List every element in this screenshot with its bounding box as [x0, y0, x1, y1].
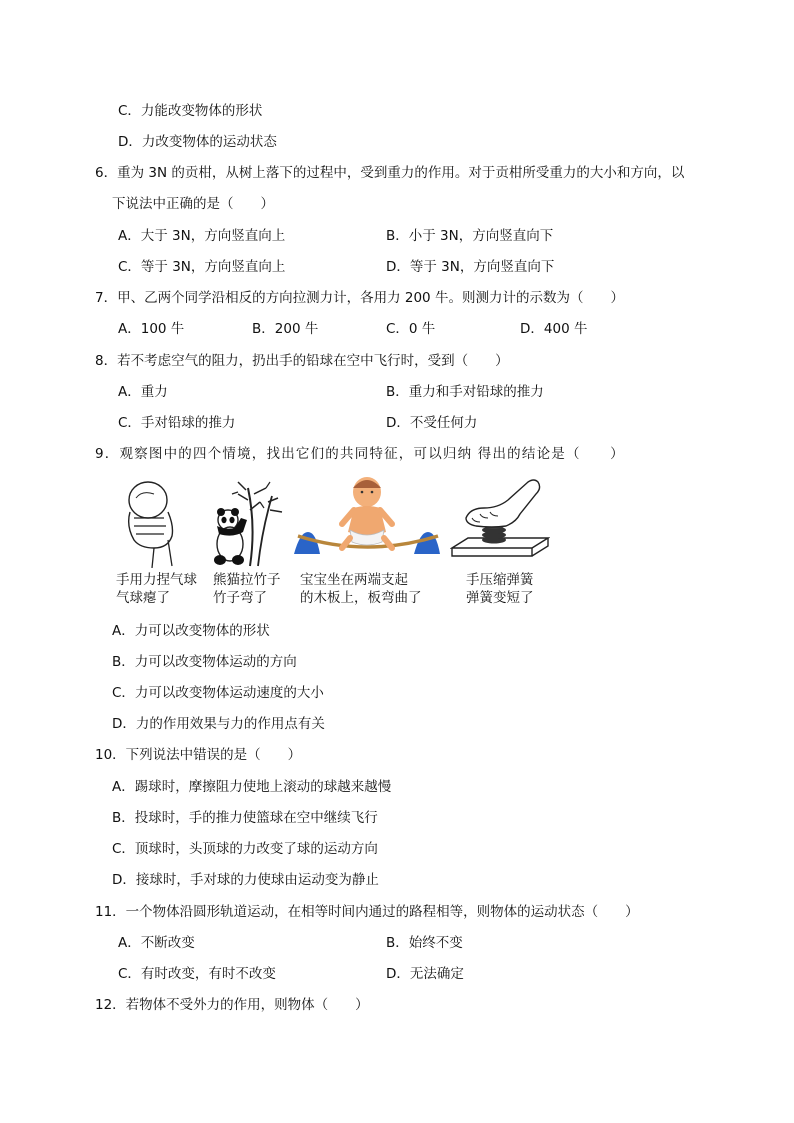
q12-stem: 12．若物体不受外力的作用，则物体（ ）: [95, 997, 369, 1013]
q9-option-b: B．力可以改变物体运动的方向: [112, 654, 297, 670]
option-d: D．力改变物体的运动状态: [118, 134, 277, 150]
q9-option-d: D．力的作用效果与力的作用点有关: [112, 716, 325, 732]
q10-stem: 10．下列说法中错误的是（ ）: [95, 747, 302, 763]
q8-option-b: B．重力和手对铅球的推力: [386, 384, 544, 400]
q7-option-d: D．400 牛: [520, 321, 588, 337]
q11-option-a: A．不断改变: [118, 935, 195, 951]
caption-2-line2: 竹子弯了: [213, 590, 267, 606]
q10-option-d: D．接球时，手对球的力使球由运动变为静止: [112, 872, 379, 888]
q6-option-c: C．等于 3N，方向竖直向上: [118, 259, 286, 275]
q6-option-d: D．等于 3N，方向竖直向下: [386, 259, 555, 275]
q11-option-b: B．始终不变: [386, 935, 463, 951]
q7-option-a: A．100 牛: [118, 321, 185, 337]
q8-option-c: C．手对铅球的推力: [118, 415, 236, 431]
hand-spring-illustration: [450, 478, 550, 566]
q11-option-d: D．无法确定: [386, 966, 464, 982]
caption-3-line2: 的木板上，板弯曲了: [300, 590, 422, 606]
q8-option-a: A．重力: [118, 384, 168, 400]
panda-bamboo-illustration: [210, 480, 286, 568]
q10-option-a: A．踢球时，摩擦阻力使地上滚动的球越来越慢: [112, 779, 392, 795]
q8-option-d: D．不受任何力: [386, 415, 478, 431]
balloon-squeeze-illustration: [116, 478, 178, 568]
q9-option-a: A．力可以改变物体的形状: [112, 623, 270, 639]
q9-stem: 9．观察图中的四个情境，找出它们的共同特征，可以归纳 得出的结论是（ ）: [95, 446, 625, 462]
q9-option-c: C．力可以改变物体运动速度的大小: [112, 685, 324, 701]
q6-stem-line2: 下说法中正确的是（ ）: [112, 196, 274, 212]
caption-1-line2: 气球瘪了: [116, 590, 170, 606]
q11-stem: 11．一个物体沿圆形轨道运动，在相等时间内通过的路程相等，则物体的运动状态（ ）: [95, 904, 639, 920]
q8-stem: 8．若不考虑空气的阻力，扔出手的铅球在空中飞行时，受到（ ）: [95, 353, 509, 369]
q7-option-b: B．200 牛: [252, 321, 319, 337]
q11-option-c: C．有时改变，有时不改变: [118, 966, 276, 982]
q10-option-b: B．投球时，手的推力使篮球在空中继续飞行: [112, 810, 378, 826]
q10-option-c: C．顶球时，头顶球的力改变了球的运动方向: [112, 841, 378, 857]
caption-1-line1: 手用力捏气球: [116, 572, 197, 588]
q7-stem: 7．甲、乙两个同学沿相反的方向拉测力计，各用力 200 牛。则测力计的示数为（ ）: [95, 290, 624, 306]
option-c: C．力能改变物体的形状: [118, 103, 263, 119]
q6-option-a: A．大于 3N，方向竖直向上: [118, 228, 286, 244]
caption-4-line2: 弹簧变短了: [466, 590, 534, 606]
q6-option-b: B．小于 3N，方向竖直向下: [386, 228, 554, 244]
q6-stem-line1: 6．重为 3N 的贡柑，从树上落下的过程中，受到重力的作用。对于贡柑所受重力的大小和方向，以: [95, 165, 685, 181]
caption-4-line1: 手压缩弹簧: [466, 572, 534, 588]
q7-option-c: C．0 牛: [386, 321, 436, 337]
baby-board-illustration: [292, 476, 442, 568]
caption-3-line1: 宝宝坐在两端支起: [300, 572, 408, 588]
caption-2-line1: 熊猫拉竹子: [213, 572, 281, 588]
